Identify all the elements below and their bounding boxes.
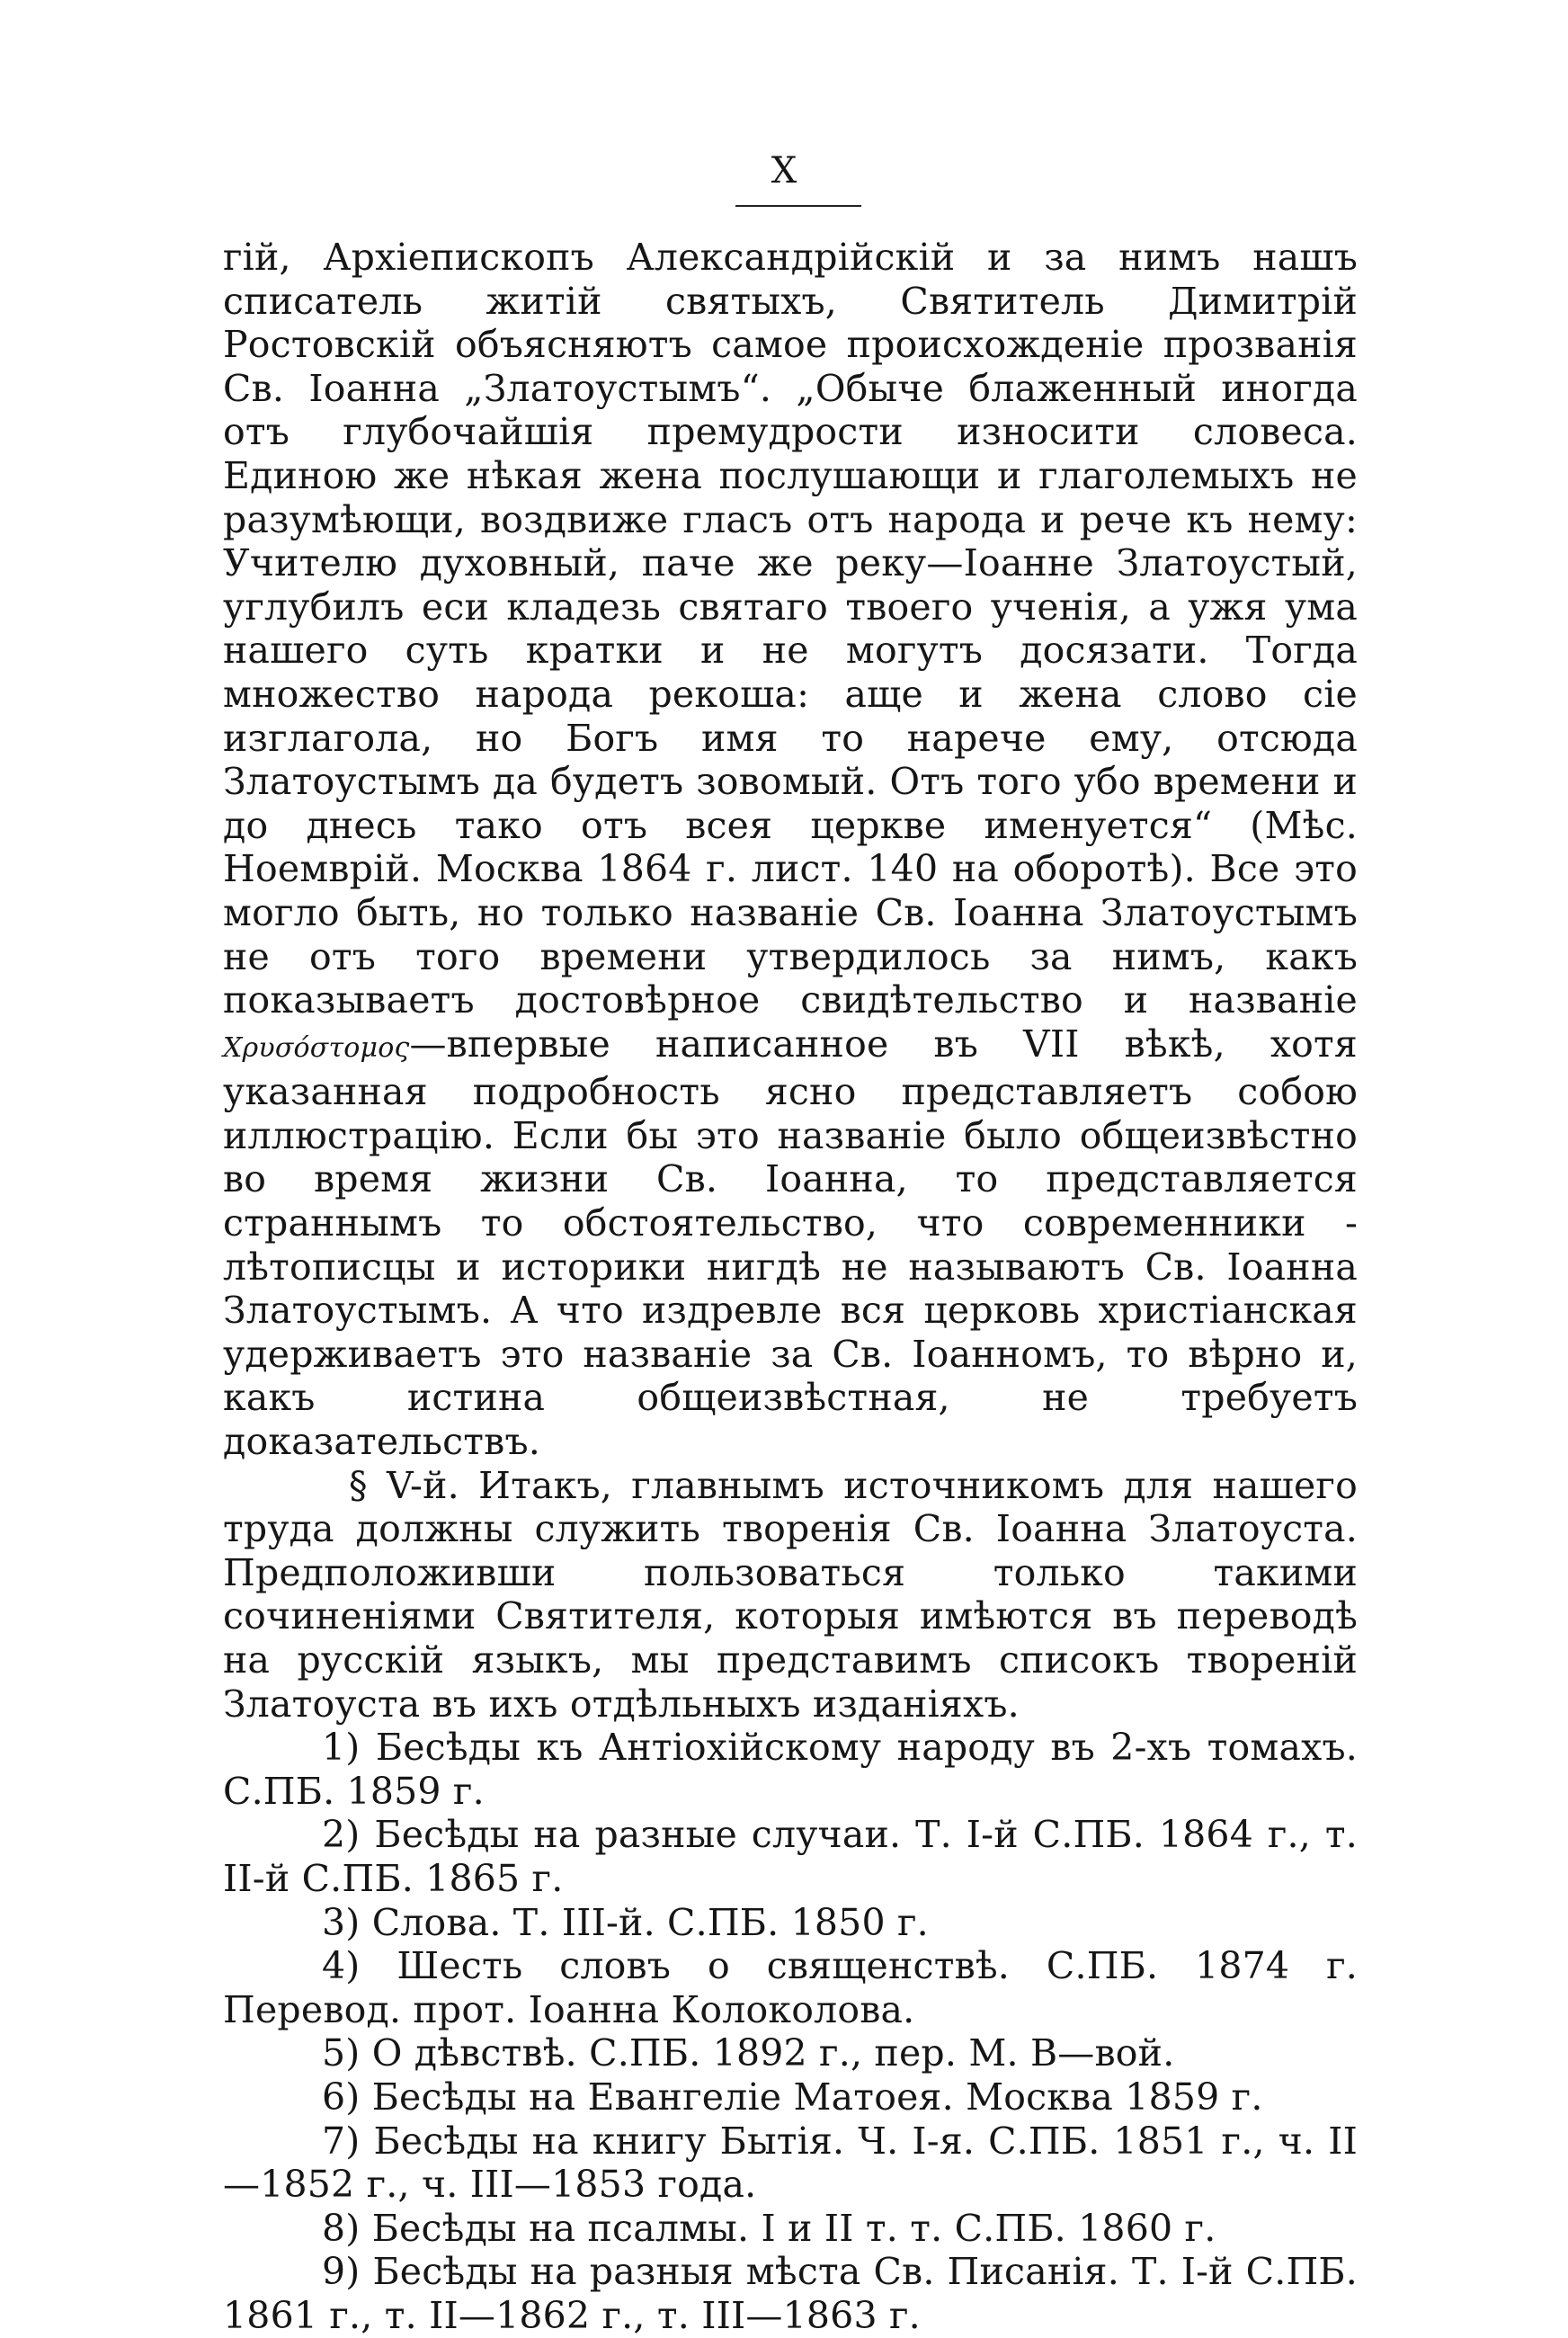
- list-item: 3) Слова. Т. III-й. С.ПБ. 1850 г.: [322, 1900, 929, 1944]
- list-item: 5) О дѣвствѣ. С.ПБ. 1892 г., пер. М. В—вой.: [322, 2031, 1175, 2075]
- greek-word: Χρυσόστομος: [223, 1031, 410, 1064]
- page-number: X: [771, 150, 797, 192]
- body-text: [223, 236, 1358, 2338]
- list-item: 4) Шесть словъ о священствѣ. С.ПБ. 1874 г. Перевод. прот. Іоанна Колоколова.: [223, 1944, 1358, 2031]
- paragraph-text: —впервые написанное въ VII вѣкѣ, хотя указанная подробность ясно представляетъ собою иллюстрацію. Если бы это названіе было общеизвѣстно во время жизни Св. Іоанна, то представляется страннымъ то обстоятельство, что современники - лѣтописцы и историки нигдѣ не называютъ Св. Іоанна Златоустымъ. А что издревле вся церковь христіанская удерживаетъ это названіе за Св. Іоанномъ, то вѣрно и, какъ истина общеизвѣстная, не требуетъ доказательствъ.: [223, 1022, 1358, 1464]
- paragraph-chrysostom-name: [223, 236, 1358, 1464]
- paragraph-section-5: § V-й. Итакъ, главнымъ источникомъ для нашего труда должны служить творенія Св. Іоанна Златоуста. Предположивши пользоваться только такими сочиненіями Святителя, которыя имѣются въ переводѣ на русскій языкъ, мы представимъ списокъ твореній Златоуста въ ихъ отдѣльныхъ изданіяхъ.: [223, 1463, 1358, 1726]
- list-item: 7) Бесѣды на книгу Бытія. Ч. I-я. С.ПБ. 1851 г., ч. II—1852 г., ч. III—1853 года.: [223, 2119, 1358, 2207]
- list-item: 2) Бесѣды на разные случаи. Т. I-й С.ПБ. 1864 г., т. II-й С.ПБ. 1865 г.: [223, 1813, 1358, 1900]
- list-item: 1) Бесѣды къ Антіохійскому народу въ 2-хъ томахъ. С.ПБ. 1859 г.: [223, 1726, 1358, 1813]
- list-item: 9) Бесѣды на разныя мѣста Св. Писанія. Т. I-й С.ПБ. 1861 г., т. II—1862 г., т. III—1863 г.: [223, 2250, 1358, 2337]
- list-item: 8) Бесѣды на псалмы. I и II т. т. С.ПБ. 1860 г.: [322, 2206, 1216, 2250]
- paragraph-text: гій, Архіепископъ Александрійскій и за нимъ нашъ списатель житій святыхъ, Святитель Димитрій Ростовскій объясняютъ самое происхожденіе прозванія Св. Іоанна „Златоустымъ“. „Обыче блаженный иногда отъ глубочайшія премудрости износити словеса. Единою же нѣкая жена послушающи и глаголемыхъ не разумѣющи, воздвиже гласъ отъ народа и рече къ нему: Учителю духовный, паче же реку—Іоанне Златоустый, углубилъ еси кладезь святаго твоего ученія, а ужя ума нашего суть кратки и не могутъ досязати. Тогда множество народа рекоша: аще и жена слово сіе изглагола, но Богъ имя то нарече ему, отсюда Златоустымъ да будетъ зовомый. Отъ того убо времени и до днесь тако отъ всея церкве именуется“ (Мѣс. Ноемврій. Москва 1864 г. лист. 140 на оборотѣ). Все это могло быть, но только названіе Св. Іоанна Златоустымъ не отъ того времени утвердилось за нимъ, какъ показываетъ достовѣрное свидѣтельство и названіе: [223, 236, 1358, 1022]
- list-item: 6) Бесѣды на Евангеліе Матоея. Москва 1859 г.: [322, 2075, 1263, 2119]
- header-rule: [735, 205, 861, 207]
